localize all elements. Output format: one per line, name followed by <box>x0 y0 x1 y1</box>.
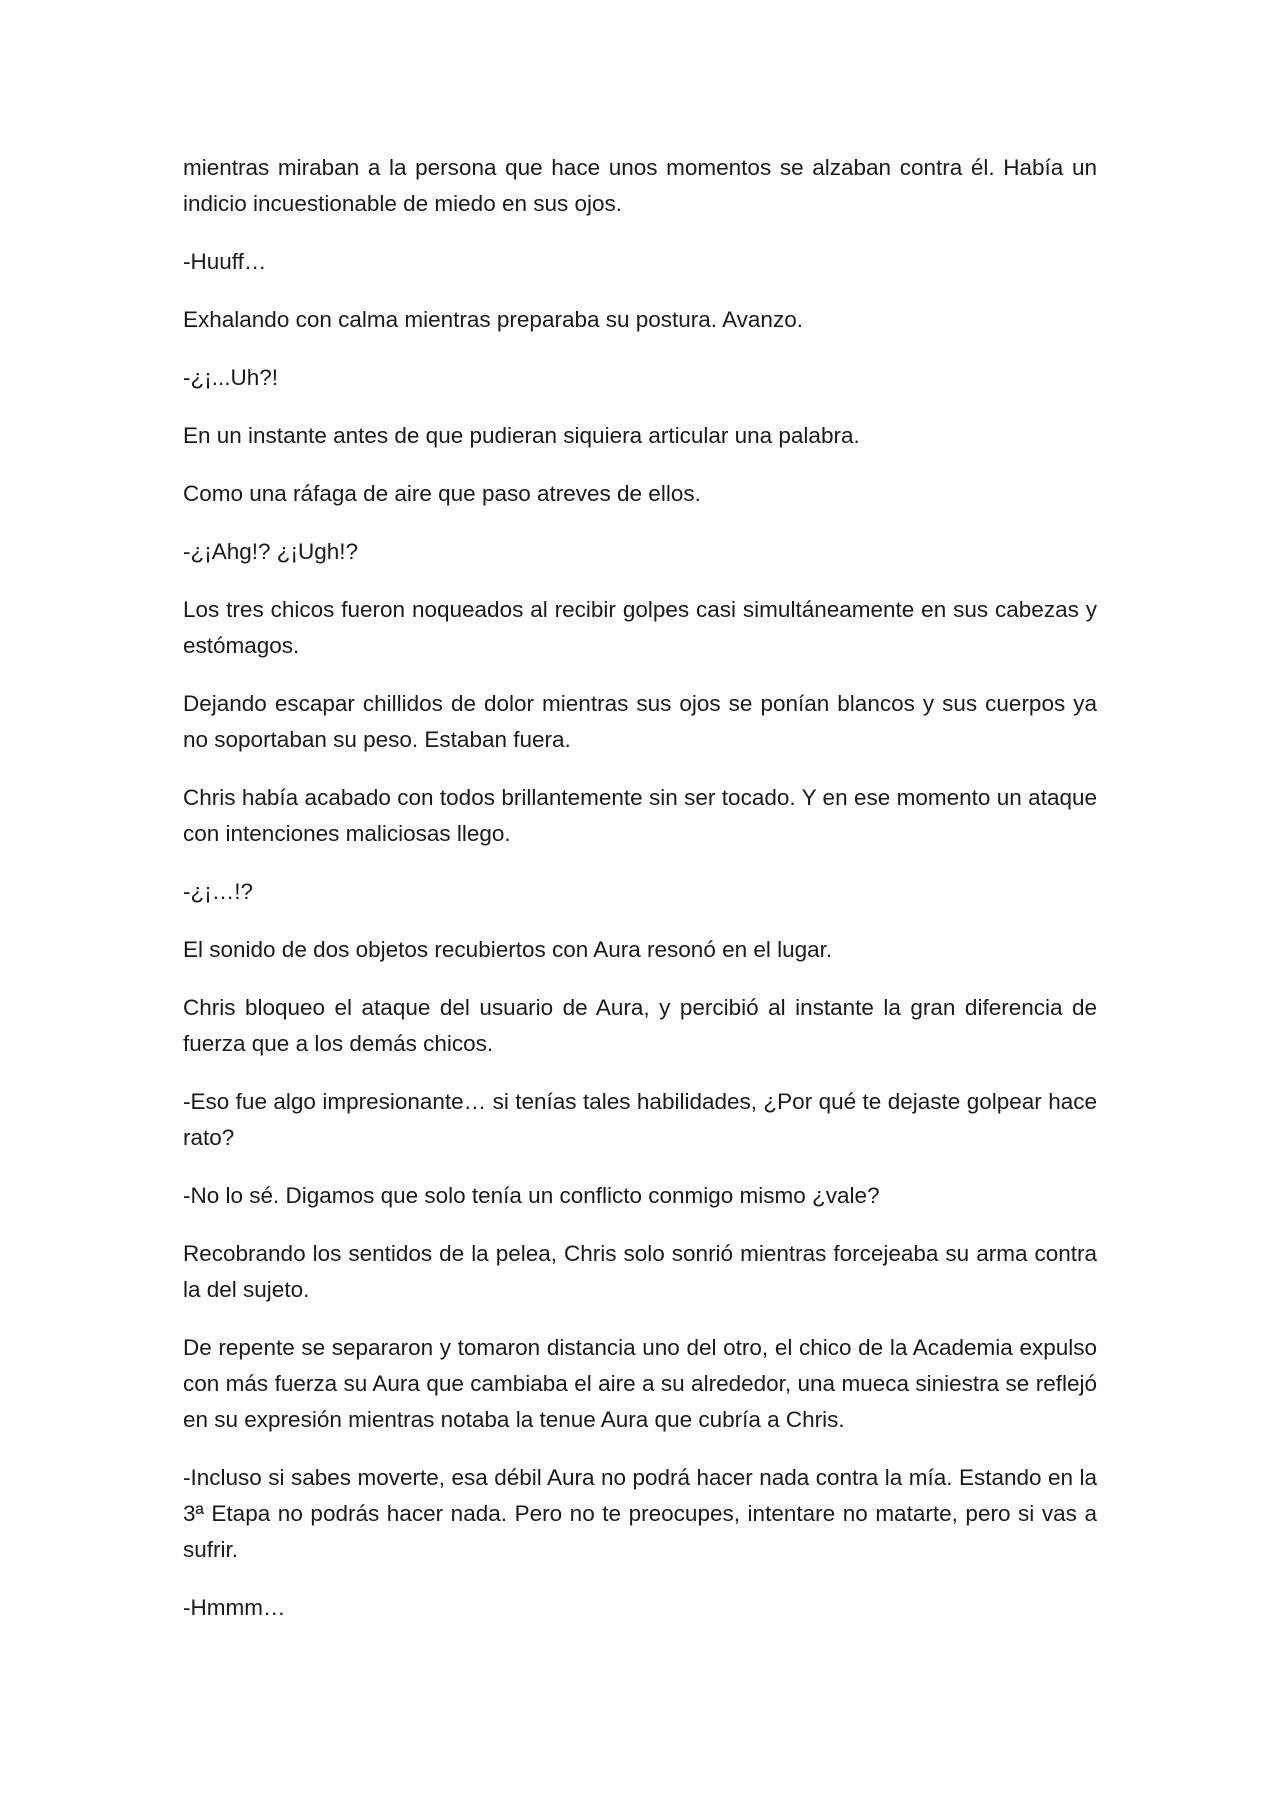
paragraph: -Eso fue algo impresionante… si tenías tales habilidades, ¿Por qué te dejaste golpear hace rato? <box>183 1089 1097 1150</box>
paragraph: mientras miraban a la persona que hace unos momentos se alzaban contra él. Había un indicio incuestionable de miedo en sus ojos. <box>183 155 1097 216</box>
paragraph: Recobrando los sentidos de la pelea, Chris solo sonrió mientras forcejeaba su arma contra la del sujeto. <box>183 1241 1097 1302</box>
paragraph: -Huuff… <box>183 249 267 274</box>
paragraph: Chris había acabado con todos brillantemente sin ser tocado. Y en ese momento un ataque con intenciones maliciosas llego. <box>183 785 1097 846</box>
paragraph: De repente se separaron y tomaron distancia uno del otro, el chico de la Academia expulso con más fuerza su Aura que cambiaba el aire a su alrededor, una mueca siniestra se reflejó en su expresión mientras notaba la tenue Aura que cubría a Chris. <box>183 1335 1097 1432</box>
paragraph: Como una ráfaga de aire que paso atreves de ellos. <box>183 481 701 506</box>
paragraph: -Incluso si sabes moverte, esa débil Aura no podrá hacer nada contra la mía. Estando en la 3ª Etapa no podrás hacer nada. Pero no te preocupes, intentare no matarte, pero si vas a sufrir. <box>183 1465 1097 1562</box>
paragraph: El sonido de dos objetos recubiertos con Aura resonó en el lugar. <box>183 937 833 962</box>
paragraph: Dejando escapar chillidos de dolor mientras sus ojos se ponían blancos y sus cuerpos ya no soportaban su peso. Estaban fuera. <box>183 691 1097 752</box>
document-body <box>183 150 1097 1648</box>
paragraph: Exhalando con calma mientras preparaba su postura. Avanzo. <box>183 307 803 332</box>
paragraph: -¿¡Ahg!? ¿¡Ugh!? <box>183 539 359 564</box>
paragraph: -¿¡…!? <box>183 879 253 904</box>
paragraph: -¿¡...Uh?! <box>183 365 279 390</box>
paragraph: En un instante antes de que pudieran siquiera articular una palabra. <box>183 423 860 448</box>
paragraph: -Hmmm… <box>183 1595 286 1620</box>
paragraph: -No lo sé. Digamos que solo tenía un conflicto conmigo mismo ¿vale? <box>183 1183 880 1208</box>
paragraph: Los tres chicos fueron noqueados al recibir golpes casi simultáneamente en sus cabezas y estómagos. <box>183 597 1097 658</box>
paragraph: Chris bloqueo el ataque del usuario de Aura, y percibió al instante la gran diferencia de fuerza que a los demás chicos. <box>183 995 1097 1056</box>
